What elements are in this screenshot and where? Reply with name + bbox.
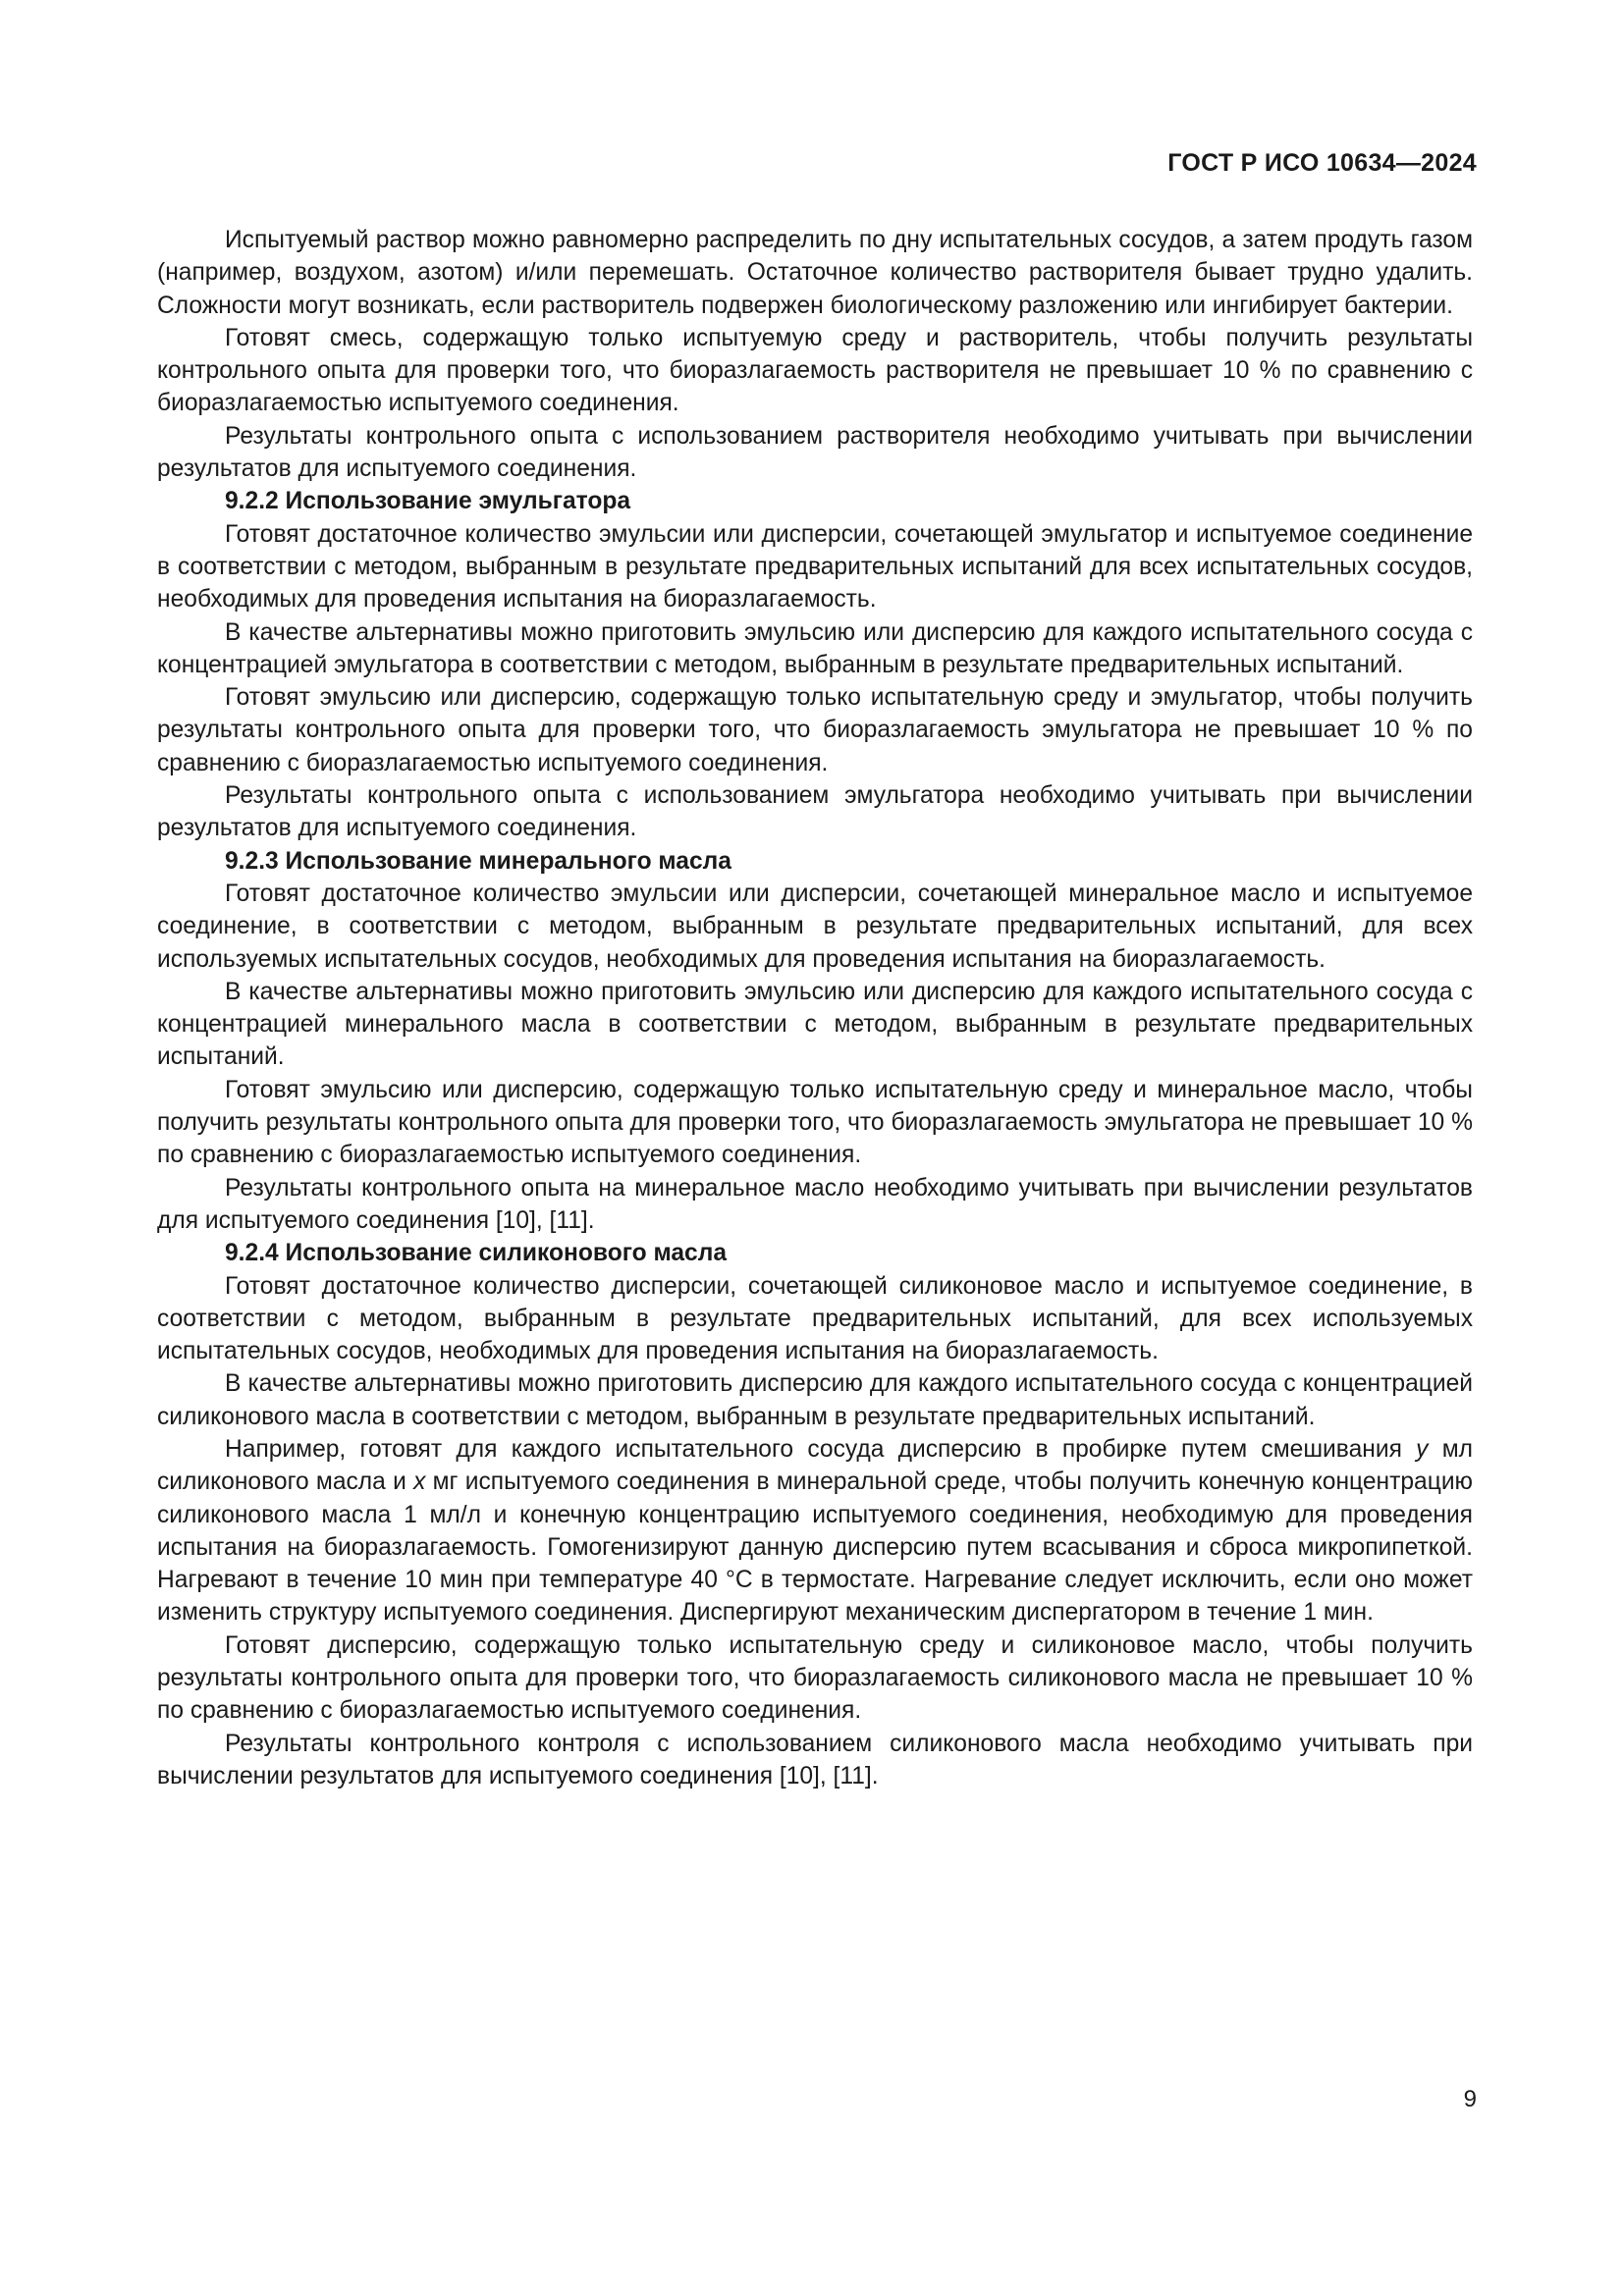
paragraph: Результаты контрольного опыта с использованием растворителя необходимо учитывать при вычислении результатов для испытуемого соединения. bbox=[157, 422, 1473, 483]
paragraph: Готовят достаточное количество эмульсии или дисперсии, сочетающей эмульгатор и испытуемое соединение в соответствии с методом, выбранным в результате предварительных испытаний для всех испытательных сосудов, необходимых для проведения испытания на биоразлагаемость. bbox=[157, 520, 1473, 614]
paragraph: Готовят дисперсию, содержащую только испытательную среду и силиконовое масло, чтобы получить результаты контрольного опыта для проверки того, что биоразлагаемость силиконового масла не превышает 10 % по сравнению с биоразлагаемостью испытуемого соединения. bbox=[157, 1631, 1473, 1725]
document-id-header: ГОСТ Р ИСО 10634—2024 bbox=[1167, 149, 1477, 177]
paragraph: Готовят достаточное количество дисперсии, сочетающей силиконовое масло и испытуемое соединение, в соответствии с методом, выбранным в результате предварительных испытаний, для всех используемых испытательных сосудов, необходимых для проведения испытания на биоразлагаемость. bbox=[157, 1272, 1473, 1365]
paragraph: Результаты контрольного опыта на минеральное масло необходимо учитывать при вычислении результатов для испытуемого соединения [10], [11]. bbox=[157, 1174, 1473, 1234]
text-run: мг испытуемого соединения в минеральной среде, чтобы получить конечную концентрацию силиконового масла 1 мл/л и конечную концентрацию испытуемого соединения, необходимую для проведения испытания на биоразлагаемость. Гомогенизируют данную дисперсию путем всасывания и сброса микропипеткой. Нагревают в течение 10 мин при температуре 40 °С в термостате. Нагревание следует исключить, если оно может изменить структуру испытуемого соединения. Диспергируют механическим диспергатором в течение 1 мин. bbox=[157, 1468, 1473, 1627]
page-number: 9 bbox=[1463, 2086, 1477, 2112]
paragraph: Готовят эмульсию или дисперсию, содержащую только испытательную среду и эмульгатор, чтобы получить результаты контрольного опыта для проверки того, что биоразлагаемость эмульгатора не превышает 10 % по сравнению с биоразлагаемостью испытуемого соединения. bbox=[157, 684, 1473, 776]
variable-x: x bbox=[413, 1468, 426, 1496]
paragraph: Результаты контрольного опыта с использованием эмульгатора необходимо учитывать при вычислении результатов для испытуемого соединения. bbox=[157, 782, 1473, 842]
text-run: мл силиконового масла и bbox=[157, 1435, 1473, 1496]
document-body bbox=[157, 224, 1473, 1792]
paragraph: В качестве альтернативы можно приготовить эмульсию или дисперсию для каждого испытательного сосуда с концентрацией минерального масла в соответствии с методом, выбранным в результате предварительных испытаний. bbox=[157, 978, 1473, 1071]
section-heading-9-2-3: 9.2.3 Использование минерального масла bbox=[225, 847, 731, 875]
paragraph: Испытуемый раствор можно равномерно распределить по дну испытательных сосудов, а затем продуть газом (например, воздухом, азотом) и/или перемешать. Остаточное количество растворителя бывает трудно удалить. Сложности могут возникать, если растворитель подвержен биологическому разложению или ингибирует бактерии. bbox=[157, 227, 1473, 319]
variable-y: y bbox=[1416, 1435, 1429, 1463]
paragraph: Готовят смесь, содержащую только испытуемую среду и растворитель, чтобы получить результаты контрольного опыта для проверки того, что биоразлагаемость растворителя не превышает 10 % по сравнению с биоразлагаемостью испытуемого соединения. bbox=[157, 324, 1473, 417]
paragraph: В качестве альтернативы можно приготовить дисперсию для каждого испытательного сосуда с концентрацией силиконового масла в соответствии с методом, выбранным в результате предварительных испытаний. bbox=[157, 1370, 1473, 1430]
paragraph: В качестве альтернативы можно приготовить эмульсию или дисперсию для каждого испытательного сосуда с концентрацией эмульгатора в соответствии с методом, выбранным в результате предварительных испытаний. bbox=[157, 618, 1473, 678]
text-run: Например, готовят для каждого испытательного сосуда дисперсию в пробирке путем смешивания bbox=[225, 1435, 1417, 1463]
section-heading-9-2-4: 9.2.4 Использование силиконового масла bbox=[225, 1240, 728, 1267]
paragraph: Готовят достаточное количество эмульсии или дисперсии, сочетающей минеральное масло и испытуемое соединение, в соответствии с методом, выбранным в результате предварительных испытаний, для всех используемых испытательных сосудов, необходимых для проведения испытания на биоразлагаемость. bbox=[157, 880, 1473, 973]
paragraph: Готовят эмульсию или дисперсию, содержащую только испытательную среду и минеральное масло, чтобы получить результаты контрольного опыта для проверки того, что биоразлагаемость эмульгатора не превышает 10 % по сравнению с биоразлагаемостью испытуемого соединения. bbox=[157, 1076, 1473, 1169]
paragraph: Результаты контрольного контроля с использованием силиконового масла необходимо учитывать при вычислении результатов для испытуемого соединения [10], [11]. bbox=[157, 1730, 1473, 1789]
section-heading-9-2-2: 9.2.2 Использование эмульгатора bbox=[225, 488, 631, 515]
paragraph-with-variables bbox=[157, 1433, 1473, 1629]
